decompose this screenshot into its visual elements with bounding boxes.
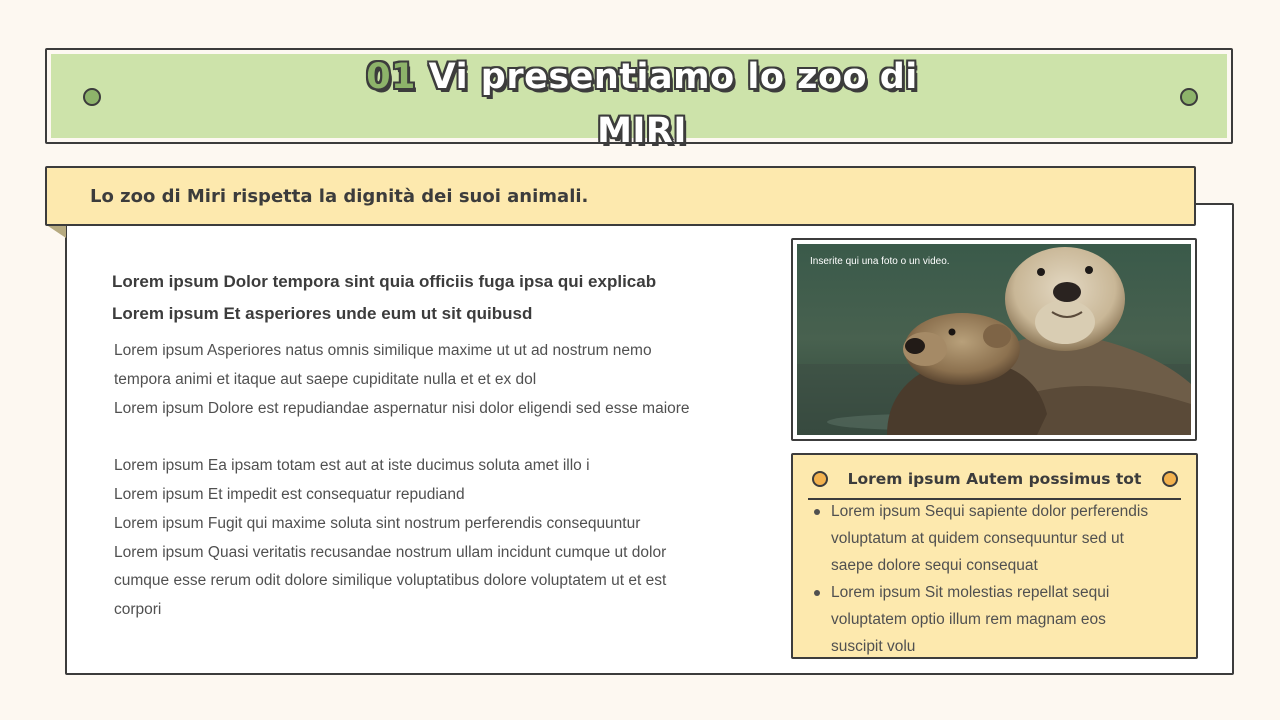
decorative-dot-icon	[83, 88, 101, 106]
body-line: Lorem ipsum Ea ipsam totam est aut at iste ducimus soluta amet illo i	[114, 457, 590, 475]
body-line: Lorem ipsum Et impedit est consequatur repudiand	[114, 485, 465, 503]
info-list[interactable]	[831, 498, 1171, 660]
list-item-line: voluptatem optio illum rem magnam eos	[831, 611, 1106, 628]
list-item-line: voluptatum at quidem consequuntur sed ut	[831, 530, 1124, 547]
otters-image	[797, 244, 1191, 435]
photo-frame	[791, 238, 1197, 441]
body-line: cumque esse rerum odit dolore similique voluptatibus dolore voluptatem ut et est	[114, 572, 667, 590]
list-item-line: saepe dolore sequi consequat	[831, 557, 1038, 574]
ribbon-fold	[45, 224, 66, 238]
decorative-dot-icon	[1180, 88, 1198, 106]
list-item-line: Lorem ipsum Sit molestias repellat sequi	[831, 584, 1110, 601]
body-line: Lorem ipsum Dolore est repudiandae aspernatur nisi dolor eligendi sed esse maiore	[114, 399, 690, 417]
bullet-icon	[814, 590, 820, 596]
body-line: tempora animi et itaque aut saepe cupiditate nulla et et ex dol	[114, 370, 537, 388]
list-item	[831, 498, 1171, 579]
slide-title[interactable]	[347, 50, 937, 158]
list-item	[831, 579, 1171, 660]
bullet-icon	[814, 509, 820, 515]
info-title[interactable]: Lorem ipsum Autem possimus tot	[847, 470, 1142, 488]
body-text[interactable]	[114, 344, 754, 634]
slide-title-line1	[347, 50, 937, 104]
photo-placeholder[interactable]	[797, 244, 1191, 435]
body-line: Lorem ipsum Quasi veritatis recusandae nostrum ullam incidunt cumque ut dolor	[114, 543, 667, 561]
heading-line: Lorem ipsum Dolor tempora sint quia officiis fuga ipsa qui explicab	[112, 272, 657, 291]
list-item-line: Lorem ipsum Sequi sapiente dolor perferendis	[831, 503, 1149, 520]
paragraph-gap	[114, 423, 754, 452]
body-line: Lorem ipsum Asperiores natus omnis similique maxime ut ut ad nostrum nemo	[114, 344, 652, 359]
slide-title-line2: MIRI	[597, 111, 687, 151]
body-line: corpori	[114, 601, 162, 619]
slide-number: 01	[366, 57, 416, 97]
body-line: Lorem ipsum Fugit qui maxime soluta sint nostrum perferendis consequuntur	[114, 514, 641, 532]
info-box	[791, 453, 1198, 659]
list-item-line: suscipit volu	[831, 638, 916, 655]
photo-caption: Inserite qui una foto o un video.	[810, 256, 950, 267]
heading-line: Lorem ipsum Et asperiores unde eum ut sit quibusd	[112, 304, 533, 323]
title-banner	[45, 48, 1233, 151]
slide-title-text: Vi presentiamo lo zoo di	[428, 57, 918, 97]
subtitle-text[interactable]: Lo zoo di Miri rispetta la dignità dei suoi animali.	[90, 186, 589, 207]
text-headings[interactable]	[112, 266, 732, 330]
subtitle-ribbon	[45, 166, 1196, 226]
